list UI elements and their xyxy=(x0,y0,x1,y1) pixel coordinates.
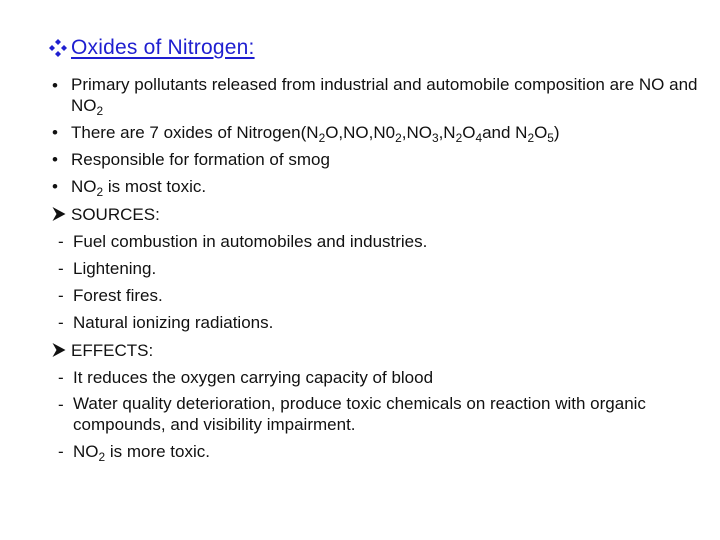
text-segment: O,NO,N0 xyxy=(325,123,396,142)
source-item xyxy=(52,309,702,336)
bullet-item xyxy=(52,72,702,119)
text-segment: NO xyxy=(71,177,97,197)
bullet-item xyxy=(52,119,702,146)
bullet-item xyxy=(52,146,702,173)
dash-marker: - xyxy=(58,313,64,333)
item-text xyxy=(73,391,702,438)
diamond-cluster-icon xyxy=(49,39,67,57)
sources-heading-item xyxy=(52,201,702,228)
item-text xyxy=(71,173,702,200)
text-segment: O xyxy=(462,123,476,142)
text-segment: Primary pollutants released from industrial and automobile composition are NO and NO xyxy=(71,75,698,115)
text-segment: Responsible for formation of smog xyxy=(71,150,330,170)
text-segment: ) xyxy=(553,123,560,142)
item-text xyxy=(71,119,702,146)
subscript: 2 xyxy=(318,131,326,145)
source-text: Forest fires. xyxy=(73,286,163,306)
effects-heading: EFFECTS: xyxy=(71,340,154,360)
source-item xyxy=(52,255,702,282)
sources-heading: SOURCES: xyxy=(71,204,160,224)
text-segment: NO xyxy=(73,442,99,462)
effect-item xyxy=(52,364,702,391)
source-item xyxy=(52,282,702,309)
dash-marker: - xyxy=(58,231,64,251)
dash-marker: - xyxy=(58,442,64,462)
subscript: 3 xyxy=(431,131,439,145)
source-item xyxy=(52,228,702,255)
bullet-marker: • xyxy=(52,177,58,197)
subscript: 2 xyxy=(98,450,106,465)
subscript: 2 xyxy=(96,104,104,118)
text-segment: It reduces the oxygen carrying capacity of blood xyxy=(73,367,434,387)
text-segment: and N xyxy=(482,123,528,142)
page-title: Oxides of Nitrogen: xyxy=(71,36,255,59)
text-segment: O xyxy=(534,123,548,142)
item-text xyxy=(71,72,702,119)
bullet-marker: • xyxy=(52,123,58,142)
bullet-item xyxy=(52,173,702,200)
bullet-marker: • xyxy=(52,76,58,95)
content-list xyxy=(52,72,702,465)
subscript: 2 xyxy=(527,131,535,145)
effect-item xyxy=(52,391,702,438)
text-segment: is most toxic. xyxy=(103,177,207,197)
text-segment: ,N xyxy=(438,123,456,142)
effect-item xyxy=(52,438,702,465)
item-text xyxy=(73,364,702,391)
dash-marker: - xyxy=(58,286,64,306)
item-text xyxy=(73,438,702,465)
subscript: 5 xyxy=(547,131,554,145)
dash-marker: - xyxy=(58,395,64,415)
arrowhead-icon xyxy=(52,207,66,221)
arrowhead-icon xyxy=(52,343,66,357)
subscript: 4 xyxy=(475,131,483,145)
source-text: Lightening. xyxy=(73,259,157,279)
item-text xyxy=(71,146,702,173)
source-text: Fuel combustion in automobiles and industries. xyxy=(73,231,428,251)
text-segment: ,NO xyxy=(401,123,432,142)
subscript: 2 xyxy=(455,131,463,145)
source-text: Natural ionizing radiations. xyxy=(73,313,274,333)
text-segment: There are 7 oxides of Nitrogen(N xyxy=(71,123,319,142)
subscript: 2 xyxy=(96,185,104,200)
subscript: 2 xyxy=(395,131,402,145)
text-segment: is more toxic. xyxy=(105,442,210,462)
dash-marker: - xyxy=(58,259,64,279)
title-row xyxy=(49,36,255,60)
bullet-marker: • xyxy=(52,150,58,170)
dash-marker: - xyxy=(58,367,64,387)
effects-heading-item xyxy=(52,337,702,364)
text-segment: Water quality deterioration, produce toxic chemicals on reaction with organic compounds, and visibility impairment. xyxy=(73,394,646,435)
